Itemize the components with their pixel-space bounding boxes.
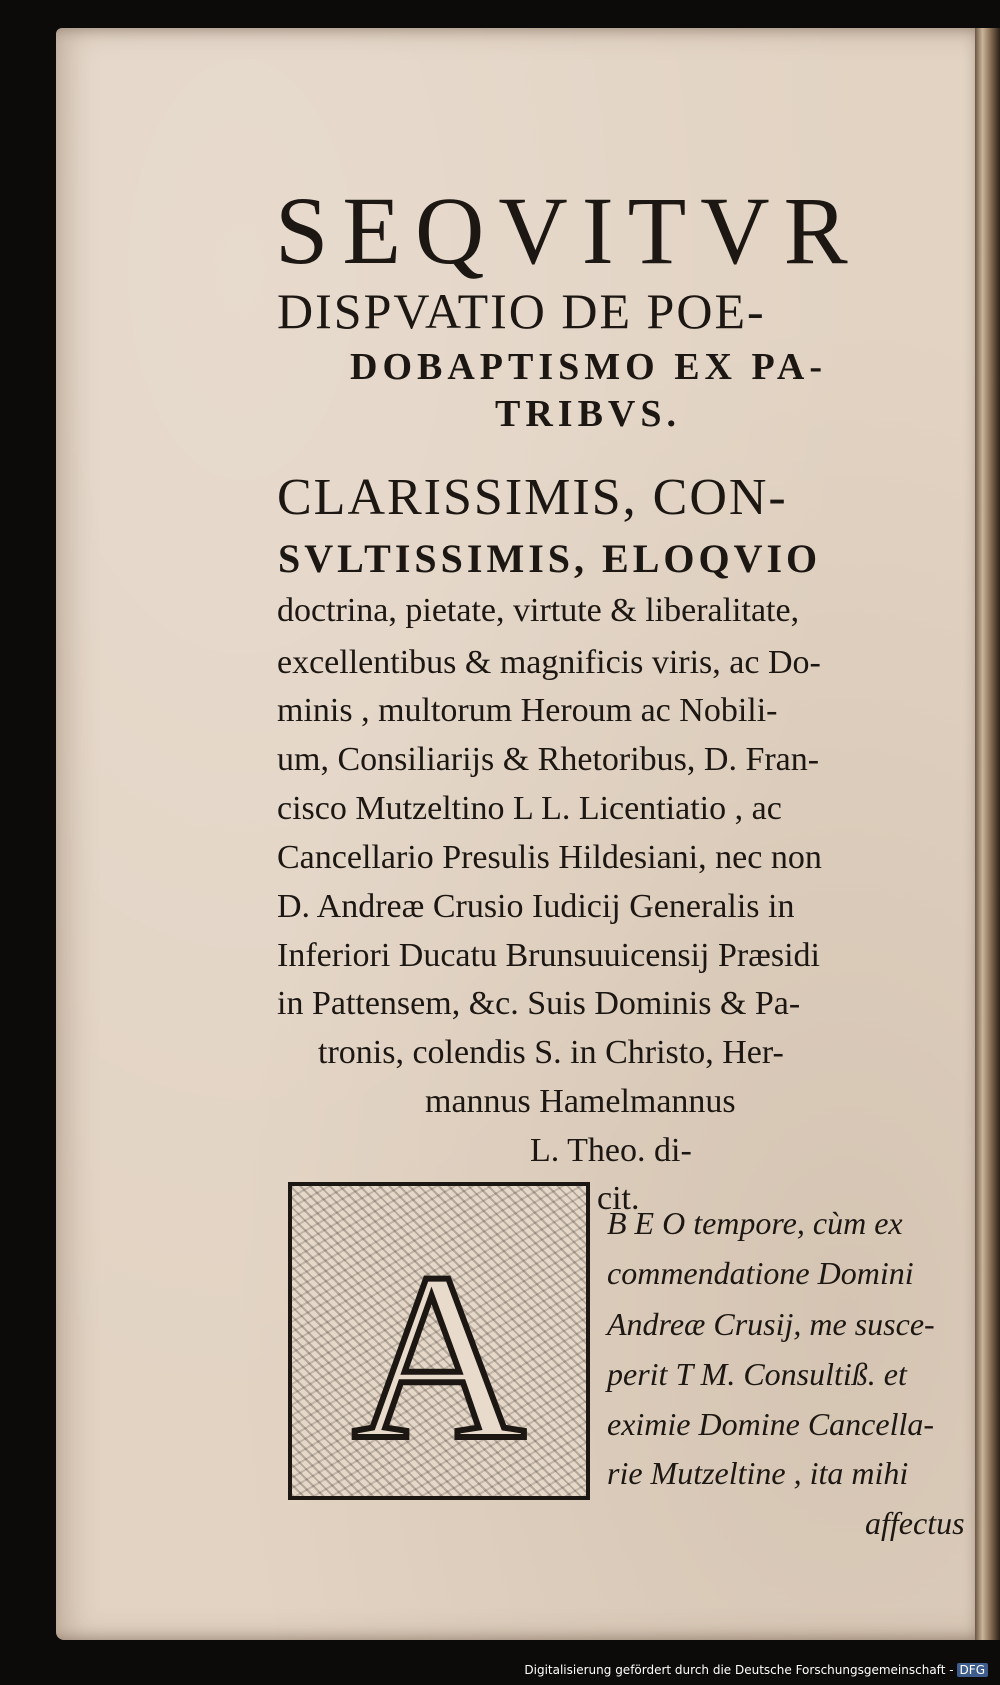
dedication-body-line: Inferiori Ducatu Brunsuuicensij Præsidi <box>277 937 820 974</box>
text-block-line: B E O tempore, cùm ex <box>607 1205 903 1241</box>
text-block-line: commendatione Domini <box>607 1255 914 1291</box>
dedication-body-line: um, Consiliarijs & Rhetoribus, D. Fran- <box>277 741 820 778</box>
dedication-body-line: tronis, colendis S. in Christo, Her- <box>318 1034 784 1071</box>
dedication-line-1: CLARISSIMIS, CON- <box>277 469 788 526</box>
dedication-body-line: in Pattensem, &c. Suis Dominis & Pa- <box>277 985 801 1022</box>
page-edge <box>975 28 1000 1640</box>
title-line-3: DOBAPTISMO EX PA- <box>350 346 827 388</box>
dedication-body-line: cit. <box>597 1180 640 1217</box>
text-block-line: eximie Domine Cancella- <box>607 1406 934 1442</box>
dfg-logo: DFG <box>957 1663 988 1677</box>
title-line-2: DISPVATIO DE POE- <box>277 283 766 339</box>
dedication-body-line: mannus Hamelmannus <box>425 1083 736 1120</box>
dedication-body-line: minis , multorum Heroum ac Nobili- <box>277 692 778 729</box>
title-line-1: SEQVITVR <box>275 177 862 284</box>
credit-text: Digitalisierung gefördert durch die Deutsche Forschungsgemeinschaft - <box>524 1663 954 1677</box>
initial-letter: A <box>352 1223 526 1489</box>
dedication-line-2: SVLTISSIMIS, ELOQVIO <box>278 536 822 581</box>
dedication-body-line: Cancellario Presulis Hildesiani, nec non <box>277 839 822 876</box>
text-block-line: rie Mutzeltine , ita mihi <box>607 1455 909 1491</box>
title-line-4: TRIBVS. <box>495 393 681 435</box>
catchword: affectus <box>865 1505 965 1541</box>
digitization-credit <box>524 1663 988 1677</box>
decorated-initial-woodcut <box>288 1182 590 1500</box>
dedication-body-line: L. Theo. di- <box>530 1132 692 1169</box>
dedication-body-line: doctrina, pietate, virtute & liberalitate, <box>277 592 800 629</box>
dedication-body-line: excellentibus & magnificis viris, ac Do- <box>277 644 821 681</box>
text-block-line: Andreæ Crusij, me susce- <box>607 1306 935 1342</box>
text-block-line: perit T M. Consultiß. et <box>607 1356 907 1392</box>
dedication-body-line: D. Andreæ Crusio Iudicij Generalis in <box>277 888 795 925</box>
dedication-body-line: cisco Mutzeltino L L. Licentiatio , ac <box>277 790 782 827</box>
